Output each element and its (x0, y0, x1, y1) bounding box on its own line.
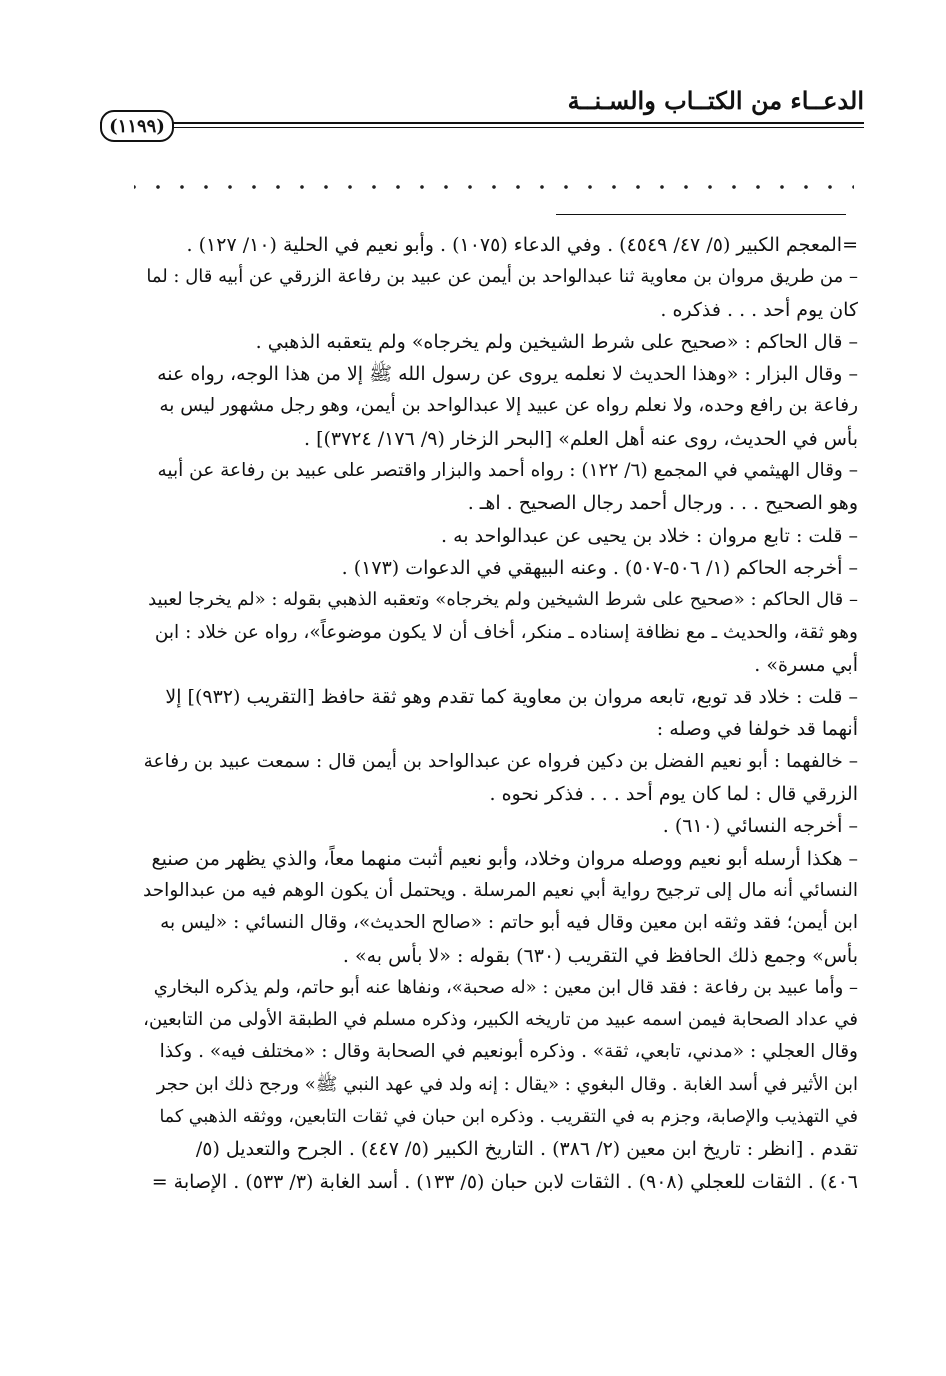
footnote-line: ابن أيمن؛ فقد وثقه ابن معين وقال فيه أبو حاتم : «صالح الحديث»، وقال النسائي : «ليس به (160, 912, 858, 934)
footnote-line: – قلت : خلاد قد توبع، تابعه مروان بن معاوية كما تقدم وهو ثقة حافظ [التقريب (٩٣٢)] إلا (165, 686, 858, 709)
page-header (100, 86, 864, 146)
header-rule-thin (100, 127, 864, 128)
footnote-line: – هكذا أرسله أبو نعيم ووصله مروان وخلاد، وأبو نعيم أثبت منهما معاً، والذي يظهر من صنيع (151, 847, 858, 870)
dotted-separator (134, 184, 854, 190)
page-number: (١١٩٩) (100, 110, 174, 142)
footnote-line: – وقال البزار : «وهذا الحديث لا نعلمه يروى عن رسول الله ﷺ إلا من هذا الوجه، رواه عنه (157, 363, 858, 386)
footnote-line: – قال الحاكم : «صحيح على شرط الشيخين ولم يخرجاه» وتعقبه الذهبي بقوله : «لم يخرجا لعبيد (148, 589, 858, 611)
footnote-line: – أخرجه النسائي (٦١٠) . (662, 815, 858, 838)
footnote-line: – وأما عبيد بن رفاعة : فقد قال ابن معين : «له صحبة»، ونفاها عنه أبو حاتم، ولم يذكره البخاري (153, 976, 858, 998)
footnote-line: أبي مسرة» . (754, 653, 858, 676)
footnote-line: في التهذيب والإصابة، وجزم به في التقريب . وذكره ابن حبان في ثقات التابعين، ووثقه الذهبي كما (159, 1107, 858, 1128)
footnote-line: – وقال الهيثمي في المجمع (٦/ ١٢٢) : رواه أحمد والبزار واقتصر على عبيد بن رفاعة عن أبيه (157, 460, 858, 482)
footnote-line: وقال العجلي : «مدني، تابعي، ثقة» . وذكره أبونعيم في الصحابة وقال : «مختلف فيه» . وكذا (159, 1041, 858, 1063)
footnote-line: – من طريق مروان بن معاوية ثنا عبدالواحد بن أيمن عن عبيد بن رفاعة الزرقي عن أبيه قال : لما (146, 266, 858, 288)
footnote-line: =المعجم الكبير (٥/ ٤٧/ ٤٥٤٩) . وفي الدعاء (١٠٧٥) . وأبو نعيم في الحلية (١٠/ ١٢٧) . (186, 234, 858, 256)
footnote-line: الزرقي قال : لما كان يوم أحد . . . فذكر نحوه . (489, 783, 858, 806)
footnotes-text (142, 229, 858, 1198)
running-title: الدعــاء من الكتــاب والسـنــة (567, 86, 864, 115)
footnote-separator (556, 214, 846, 215)
header-rule (100, 122, 864, 124)
footnote-line: بأس في الحديث، روى عنه أهل العلم» [البحر الزخار (٩/ ١٧٦/ ٣٧٢٤)] . (303, 427, 858, 450)
footnote-line: – أخرجه الحاكم (١/ ٥٠٦-٥٠٧) . وعنه البيهقي في الدعوات (١٧٣) . (341, 556, 858, 579)
footnote-line: بأس» وجمع ذلك الحافظ في التقريب (٦٣٠) بقوله : «لا بأس به» . (342, 944, 858, 967)
footnote-line: كان يوم أحد . . . فذكره . (660, 298, 858, 321)
footnote-line: تقدم . [انظر : تاريخ ابن معين (٢/ ٣٨٦) . التاريخ الكبير (٥/ ٤٤٧) . الجرح والتعديل (٥/ (195, 1138, 858, 1161)
footnote-line: في عداد الصحابة فيمن اسمه عبيد من تاريخه الكبير، وذكره مسلم في الطبقة الأولى من التابعين، (143, 1009, 858, 1031)
footnote-line: النسائي أنه مال إلى ترجيح رواية أبي نعيم المرسلة . ويحتمل أن يكون الوهم فيه من عبدالواحد (143, 879, 858, 901)
footnote-line: – قلت : تابع مروان : خلاد بن يحيى عن عبدالواحد به . (440, 524, 858, 547)
footnote-line: – قال الحاكم : «صحيح على شرط الشيخين ولم يخرجاه» ولم يتعقبه الذهبي . (255, 330, 858, 353)
footnote-line: رفاعة بن رافع وحده، ولا نعلم رواه عن عبيد إلا عبدالواحد بن أيمن، وهو رجل مشهور ليس به (159, 395, 858, 417)
footnote-line: ابن الأثير في أسد الغابة . وقال البغوي : «يقال : إنه ولد في عهد النبي ﷺ» ورجح ذلك ابن حجر (156, 1073, 858, 1095)
footnote-line: – خالفهما : أبو نعيم الفضل بن دكين فرواه عن عبدالواحد بن أيمن قال : سمعت عبيد بن رفاعة (143, 750, 858, 772)
footnote-line: ٤٠٦) . الثقات للعجلي (٩٠٨) . الثقات لابن حبان (٥/ ١٣٣) . أسد الغابة (٣/ ٥٣٣) . الإصابة = (151, 1170, 858, 1193)
footnote-line: وهو الصحيح . . . ورجال أحمد رجال الصحيح . اهـ . (467, 492, 858, 515)
footnote-line: أنهما قد خولفا في وصله : (656, 718, 858, 741)
footnote-line: وهو ثقة، والحديث ـ مع نظافة إسناده ـ منكر، أخاف أن لا يكون موضوعاً»، رواه عن خلاد : ابن (154, 621, 858, 643)
